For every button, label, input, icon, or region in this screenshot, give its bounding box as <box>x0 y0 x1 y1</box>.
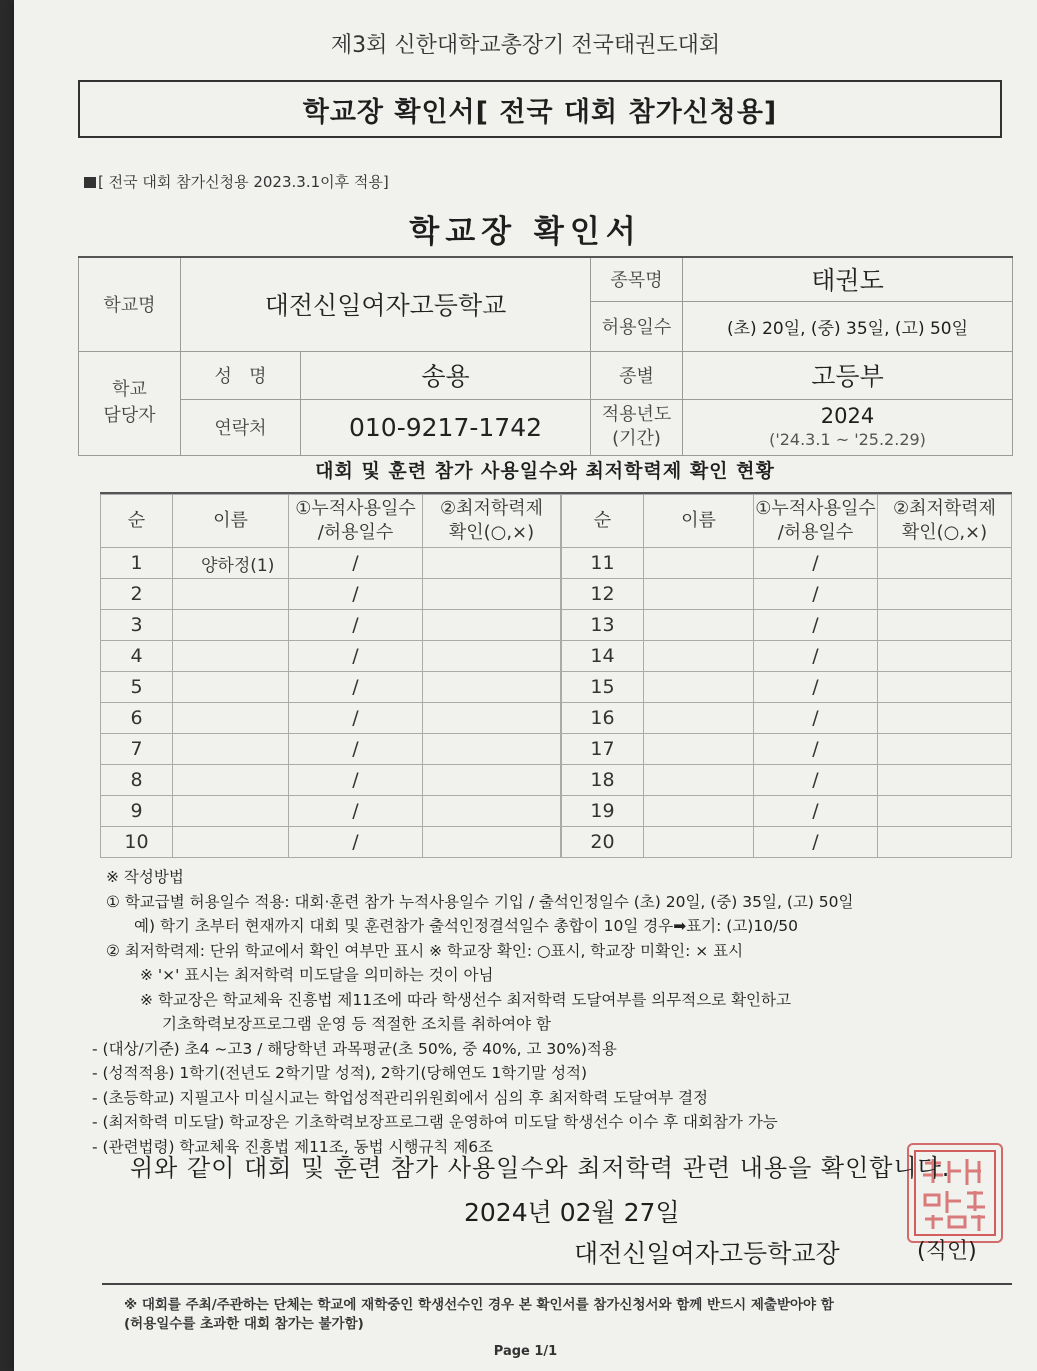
note-1: ① 학교급별 허용일수 적용: 대회·훈련 참가 누적사용일수 기입 / 출석인정일수 (초) 20일, (중) 35일, (고) 50일 <box>106 892 854 911</box>
row-name <box>644 672 754 703</box>
table-row <box>101 579 561 610</box>
footer-rule <box>102 1283 1012 1285</box>
detail-3: - (초등학교) 지필고사 미실시교는 학업성적관리위원회에서 심의 후 최저학력 도달여부 결정 <box>92 1088 709 1107</box>
table-row <box>562 672 1012 703</box>
detail-1: - (대상/기준) 초4 ~고3 / 해당학년 과목평균(초 50%, 중 40%, 고 30%)적용 <box>92 1039 617 1058</box>
note-2a: ※ '×' 표시는 최저학력 미도달을 의미하는 것이 아님 <box>140 966 494 984</box>
document-date: 2024년 02월 27일 <box>464 1198 680 1227</box>
row-academic <box>423 703 561 734</box>
row-days: / <box>289 548 423 579</box>
row-number: 17 <box>562 734 644 765</box>
row-academic <box>878 548 1012 579</box>
row-academic <box>423 734 561 765</box>
row-academic <box>878 703 1012 734</box>
row-number: 2 <box>101 579 173 610</box>
row-name <box>644 641 754 672</box>
row-name <box>173 672 289 703</box>
row-number: 4 <box>101 641 173 672</box>
row-name <box>173 734 289 765</box>
school-name: 대전신일여자고등학교 <box>181 257 591 351</box>
confirmation-statement: 위와 같이 대회 및 훈련 참가 사용일수와 최저학력 관련 내용을 확인합니다. <box>130 1154 951 1182</box>
sport-label: 종목명 <box>591 257 683 301</box>
col-header-academic: ②최저학력제 확인(○,×) <box>878 495 1012 548</box>
scan-edge <box>0 0 14 1371</box>
note-2b: ※ 학교장은 학교체육 진흥법 제11조에 따라 학생선수 최저학력 도달여부를 의무적으로 확인하고 <box>140 990 791 1009</box>
note-2c: 기초학력보장프로그램 운영 등 적절한 조치를 취하여야 함 <box>162 1015 551 1033</box>
table-row <box>562 827 1012 858</box>
row-academic <box>878 610 1012 641</box>
table-row <box>562 579 1012 610</box>
document-page <box>14 0 1037 1371</box>
col-header-name: 이름 <box>173 495 289 548</box>
col-header-days: ①누적사용일수 /허용일수 <box>289 495 423 548</box>
row-number: 3 <box>101 610 173 641</box>
row-days: / <box>754 610 878 641</box>
row-name <box>644 548 754 579</box>
table-row <box>562 610 1012 641</box>
row-academic <box>423 610 561 641</box>
table-row <box>562 548 1012 579</box>
footer-note <box>124 1296 834 1334</box>
row-name <box>173 796 289 827</box>
year-cell <box>683 399 1013 455</box>
sport-value: 태권도 <box>683 257 1013 301</box>
table-row <box>101 641 561 672</box>
row-number: 14 <box>562 641 644 672</box>
col-header-name: 이름 <box>644 495 754 548</box>
sub-note <box>84 171 389 192</box>
contact-value: 010-9217-1742 <box>301 399 591 455</box>
row-days: / <box>289 610 423 641</box>
row-days: / <box>754 827 878 858</box>
instructions <box>92 865 1006 1159</box>
row-days: / <box>289 672 423 703</box>
table-row <box>562 734 1012 765</box>
row-number: 8 <box>101 765 173 796</box>
row-academic <box>878 765 1012 796</box>
row-days: / <box>754 579 878 610</box>
contact-label: 연락처 <box>181 399 301 455</box>
row-number: 18 <box>562 765 644 796</box>
row-days: / <box>754 548 878 579</box>
col-header-days: ①누적사용일수 /허용일수 <box>754 495 878 548</box>
row-academic <box>423 641 561 672</box>
row-days: / <box>754 796 878 827</box>
table-row <box>101 672 561 703</box>
row-academic <box>423 579 561 610</box>
row-name <box>173 641 289 672</box>
row-name <box>644 579 754 610</box>
row-academic <box>423 796 561 827</box>
row-number: 12 <box>562 579 644 610</box>
row-academic <box>878 734 1012 765</box>
row-days: / <box>754 734 878 765</box>
row-name <box>173 703 289 734</box>
row-days: / <box>754 765 878 796</box>
row-name <box>173 610 289 641</box>
row-number: 20 <box>562 827 644 858</box>
table-row <box>101 765 561 796</box>
note-1-example: 예) 학기 초부터 현재까지 대회 및 훈련참가 출석인정결석일수 총합이 10일 경우➡표기: (고)10/50 <box>134 917 799 935</box>
table-row <box>562 796 1012 827</box>
col-header-academic: ②최저학력제 확인(○,×) <box>423 495 561 548</box>
row-number: 7 <box>101 734 173 765</box>
row-name <box>173 827 289 858</box>
table-row <box>562 703 1012 734</box>
table-row <box>101 734 561 765</box>
row-number: 5 <box>101 672 173 703</box>
table-row <box>562 765 1012 796</box>
note-2: ② 최저학력제: 단위 학교에서 확인 여부만 표시 ※ 학교장 확인: ○표시, 학교장 미확인: × 표시 <box>106 941 744 960</box>
manager-label: 학교 담당자 <box>79 351 181 455</box>
year-value: 2024 <box>820 404 875 428</box>
row-academic <box>878 641 1012 672</box>
row-days: / <box>289 796 423 827</box>
table-row <box>562 641 1012 672</box>
row-name <box>644 765 754 796</box>
row-academic <box>878 796 1012 827</box>
notes-heading: ※ 작성방법 <box>106 868 184 886</box>
row-number: 11 <box>562 548 644 579</box>
document-title: 학교장 확인서 <box>409 214 642 250</box>
row-days: / <box>289 765 423 796</box>
row-name: 양하정(1) <box>173 548 289 579</box>
footer-line-1: ※ 대회를 주최/주관하는 단체는 학교에 재학중인 학생선수인 경우 본 확인서를 참가신청서와 함께 반드시 제출받아야 함 <box>124 1297 834 1313</box>
row-name <box>644 610 754 641</box>
row-number: 19 <box>562 796 644 827</box>
detail-5: - (관련법령) 학교체육 진흥법 제11조, 동법 시행규칙 제6조 <box>92 1137 494 1156</box>
table-row <box>101 610 561 641</box>
year-label: 적용년도 (기간) <box>591 399 683 455</box>
category-value: 고등부 <box>683 351 1013 399</box>
name-label: 성 명 <box>181 351 301 399</box>
row-days: / <box>754 672 878 703</box>
row-days: / <box>289 579 423 610</box>
col-header-no: 순 <box>101 495 173 548</box>
row-academic <box>878 672 1012 703</box>
row-number: 13 <box>562 610 644 641</box>
row-name <box>173 765 289 796</box>
list-table-left <box>100 494 561 858</box>
table-row <box>101 796 561 827</box>
row-academic <box>878 827 1012 858</box>
row-name <box>644 796 754 827</box>
row-days: / <box>289 641 423 672</box>
row-name <box>644 734 754 765</box>
row-number: 15 <box>562 672 644 703</box>
row-days: / <box>754 703 878 734</box>
row-days: / <box>289 703 423 734</box>
row-academic <box>423 765 561 796</box>
row-number: 10 <box>101 827 173 858</box>
manager-name: 송용 <box>301 351 591 399</box>
list-table-right <box>561 494 1012 858</box>
row-number: 6 <box>101 703 173 734</box>
category-label: 종별 <box>591 351 683 399</box>
row-name <box>644 703 754 734</box>
info-table <box>78 256 1013 456</box>
allowed-days-value: (초) 20일, (중) 35일, (고) 50일 <box>683 301 1013 351</box>
col-header-no: 순 <box>562 495 644 548</box>
row-number: 1 <box>101 548 173 579</box>
row-name <box>173 579 289 610</box>
table-row <box>101 703 561 734</box>
contest-title: 제3회 신한대학교총장기 전국태권도대회 <box>330 33 721 58</box>
school-label: 학교명 <box>79 257 181 351</box>
table-row <box>101 827 561 858</box>
seal-label: (직인) <box>917 1239 977 1264</box>
detail-4: - (최저학력 미도달) 학교장은 기초학력보장프로그램 운영하여 미도달 학생선수 이수 후 대회참가 가능 <box>92 1113 778 1131</box>
period-value: ('24.3.1 ~ '25.2.29) <box>769 430 926 449</box>
box-title: 학교장 확인서[ 전국 대회 참가신청용] <box>78 80 1002 138</box>
row-number: 9 <box>101 796 173 827</box>
detail-2: - (성적적용) 1학기(전년도 2학기말 성적), 2학기(당해연도 1학기말 성적) <box>92 1064 588 1082</box>
row-days: / <box>754 641 878 672</box>
row-name <box>644 827 754 858</box>
row-academic <box>423 548 561 579</box>
section-title: 대회 및 훈련 참가 사용일수와 최저학력제 확인 현황 <box>315 460 775 482</box>
page-number: Page 1/1 <box>493 1344 558 1359</box>
row-number: 16 <box>562 703 644 734</box>
square-bullet-icon <box>84 177 96 188</box>
sub-note-text: [ 전국 대회 참가신청용 2023.3.1이후 적용] <box>98 173 389 191</box>
table-row <box>101 548 561 579</box>
row-academic <box>423 827 561 858</box>
row-days: / <box>289 734 423 765</box>
row-academic <box>878 579 1012 610</box>
signer-name: 대전신일여자고등학교장 <box>574 1239 840 1268</box>
footer-line-2: (허용일수를 초과한 대회 참가는 불가함) <box>124 1316 364 1332</box>
row-academic <box>423 672 561 703</box>
allowed-days-label: 허용일수 <box>591 301 683 351</box>
row-days: / <box>289 827 423 858</box>
